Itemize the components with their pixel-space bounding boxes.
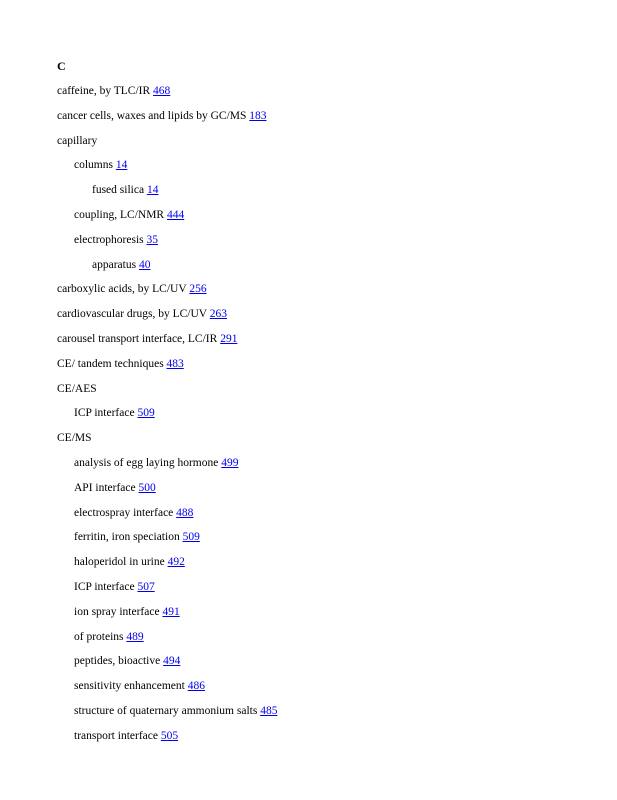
index-entry <box>0 729 617 754</box>
page-link[interactable]: 483 <box>166 357 184 370</box>
index-term: sensitivity enhancement <box>74 680 185 693</box>
page-link[interactable]: 488 <box>176 506 194 519</box>
index-term: transport interface <box>74 729 158 742</box>
index-term: ion spray interface <box>74 605 160 618</box>
page-link[interactable]: 40 <box>138 258 151 271</box>
index-entry <box>0 109 617 134</box>
page-link[interactable]: 489 <box>126 630 144 643</box>
index-entry <box>0 307 617 332</box>
index-term: capillary <box>57 134 98 147</box>
index-term: peptides, bioactive <box>74 655 161 668</box>
index-entry <box>0 431 617 456</box>
index-entry <box>0 506 617 531</box>
index-entry <box>0 654 617 679</box>
page-link[interactable]: 491 <box>162 605 180 618</box>
index-entry <box>0 630 617 655</box>
section-heading: C <box>57 59 66 73</box>
index-term: electrophoresis <box>74 233 144 246</box>
page-link[interactable]: 499 <box>221 456 239 469</box>
index-entry <box>0 357 617 382</box>
index-entry <box>0 456 617 481</box>
index-term: ferritin, iron speciation <box>74 531 180 544</box>
page-link[interactable]: 468 <box>153 85 171 97</box>
index-entry <box>0 605 617 630</box>
index-term: CE/ tandem techniques <box>57 357 164 370</box>
index-entry <box>0 481 617 506</box>
index-entry <box>0 382 617 407</box>
index-term: caffeine, by TLC/IR <box>57 85 151 97</box>
index-term: carousel transport interface, LC/IR <box>57 332 218 345</box>
page-link[interactable]: 509 <box>137 407 155 420</box>
index-term: coupling, LC/NMR <box>74 208 165 221</box>
page-link[interactable]: 509 <box>182 531 200 544</box>
page-link[interactable]: 444 <box>166 208 185 221</box>
index-entry <box>0 233 617 258</box>
page-link[interactable]: 485 <box>260 704 278 717</box>
index-term: of proteins <box>74 630 124 643</box>
index-term: carboxylic acids, by LC/UV <box>57 283 187 296</box>
index-term: analysis of egg laying hormone <box>74 456 219 469</box>
index-term: cardiovascular drugs, by LC/UV <box>57 308 207 321</box>
page-link[interactable]: 492 <box>167 556 185 569</box>
index-term: cancer cells, waxes and lipids by GC/MS <box>57 109 247 122</box>
index-entry <box>0 530 617 555</box>
index-term: ICP interface <box>74 580 135 593</box>
page-link[interactable]: 263 <box>209 308 228 321</box>
index-term: fused silica <box>92 184 145 197</box>
index-entry-list <box>0 84 617 754</box>
page-link[interactable]: 291 <box>220 332 238 345</box>
index-entry <box>0 183 617 208</box>
index-term: apparatus <box>92 258 137 271</box>
index-term: ICP interface <box>74 407 135 420</box>
index-entry <box>0 704 617 729</box>
page-link[interactable]: 183 <box>249 109 267 122</box>
index-entry <box>0 406 617 431</box>
index-term: API interface <box>74 481 136 494</box>
index-entry <box>0 158 617 183</box>
index-term: CE/MS <box>57 432 92 445</box>
page-link[interactable]: 507 <box>137 580 155 593</box>
index-term: haloperidol in urine <box>74 556 165 569</box>
index-term: CE/AES <box>57 382 97 395</box>
page-link[interactable]: 500 <box>138 481 156 494</box>
index-entry <box>0 84 617 109</box>
index-entry <box>0 580 617 605</box>
page-link[interactable]: 14 <box>115 159 128 172</box>
page-link[interactable]: 256 <box>189 283 207 296</box>
page-link[interactable]: 14 <box>146 184 159 197</box>
index-entry <box>0 282 617 307</box>
page-link[interactable]: 494 <box>163 655 181 668</box>
page-link[interactable]: 35 <box>146 233 158 246</box>
page-link[interactable]: 486 <box>187 680 205 693</box>
index-term: electrospray interface <box>74 506 174 519</box>
index-entry <box>0 258 617 283</box>
index-entry <box>0 555 617 580</box>
index-entry <box>0 679 617 704</box>
index-term: structure of quaternary ammonium salts <box>74 704 258 717</box>
index-entry <box>0 134 617 159</box>
index-entry <box>0 332 617 357</box>
page-link[interactable]: 505 <box>160 729 179 742</box>
index-entry <box>0 208 617 233</box>
index-term: columns <box>74 159 113 172</box>
